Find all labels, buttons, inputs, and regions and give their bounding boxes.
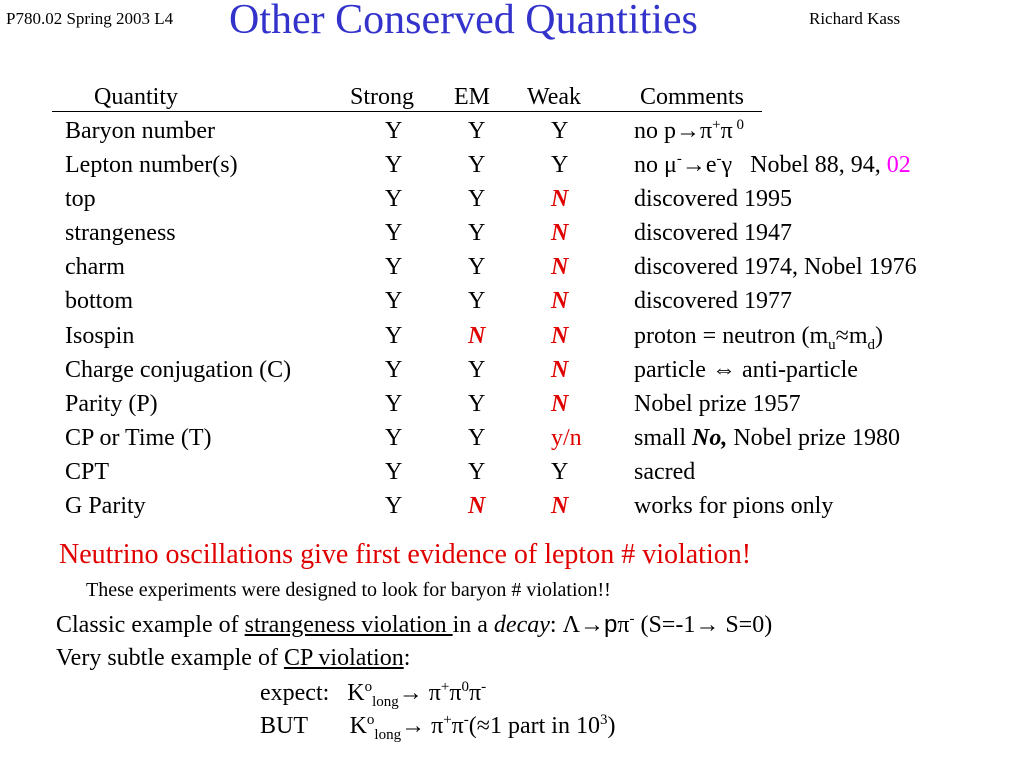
cell-weak: N <box>551 357 569 383</box>
cell-strong: Y <box>385 186 403 212</box>
cell-comment: Nobel prize 1957 <box>634 391 801 417</box>
cell-em: Y <box>468 288 486 314</box>
cell-quantity: top <box>65 186 96 212</box>
col-header-strong: Strong <box>350 84 415 110</box>
cell-em: Y <box>468 357 486 383</box>
cell-em: Y <box>468 186 486 212</box>
experiments-note: These experiments were designed to look for baryon # violation!! <box>86 579 611 601</box>
cell-em: Y <box>468 220 486 246</box>
cell-em: Y <box>468 459 486 485</box>
col-header-weak: Weak <box>527 84 582 110</box>
cell-comment: works for pions only <box>634 493 834 519</box>
cell-comment: discovered 1977 <box>634 288 792 314</box>
cell-em: Y <box>468 254 486 280</box>
cell-strong: Y <box>385 425 403 451</box>
cell-em: Y <box>468 425 486 451</box>
col-header-quantity: Quantity <box>94 84 178 110</box>
cell-strong: Y <box>385 323 403 349</box>
col-header-comments: Comments <box>640 84 745 110</box>
cell-weak: N <box>551 220 569 246</box>
cell-strong: Y <box>385 220 403 246</box>
cell-em: Y <box>468 152 486 178</box>
highlight-year: 02 <box>886 152 911 178</box>
strangeness-example: Classic example of strangeness violation in a decay: Λ→pπ- (S=-1→ S=0) <box>56 611 773 638</box>
cell-weak: N <box>551 323 569 349</box>
cell-comment: small No, Nobel prize 1980 <box>634 425 900 451</box>
cell-em: Y <box>468 391 486 417</box>
cell-weak: Y <box>551 459 569 485</box>
cell-quantity: Lepton number(s) <box>65 152 238 178</box>
cell-comment: sacred <box>634 459 696 485</box>
but-formula: BUT $K^o_{long}\to \pi^+\pi^-(\approx 1$ part in $10^3$) <box>260 712 616 743</box>
cell-quantity: charm <box>65 254 125 280</box>
cell-strong: Y <box>385 288 403 314</box>
slide-title: Other Conserved Quantities <box>229 0 698 43</box>
cell-quantity: strangeness <box>65 220 176 246</box>
cell-comment: no μ-→e-γ Nobel 88, 94, 02 <box>634 151 911 178</box>
cell-weak: N <box>551 493 569 519</box>
header-author: Richard Kass <box>809 9 901 28</box>
cell-quantity: Parity (P) <box>65 391 158 417</box>
cell-strong: Y <box>385 118 403 144</box>
header-course: P780.02 Spring 2003 L4 <box>6 9 174 28</box>
cell-strong: Y <box>385 254 403 280</box>
cell-weak: N <box>551 391 569 417</box>
col-header-em: EM <box>454 84 490 110</box>
cell-quantity: Isospin <box>65 323 135 349</box>
cell-comment: discovered 1974, Nobel 1976 <box>634 254 917 280</box>
neutrino-statement: Neutrino oscillations give first evidence of lepton # violation! <box>59 539 752 570</box>
cell-strong: Y <box>385 391 403 417</box>
cell-strong: Y <box>385 152 403 178</box>
cell-quantity: Baryon number <box>65 118 215 144</box>
cell-quantity: CPT <box>65 459 110 485</box>
cell-weak: N <box>551 288 569 314</box>
cell-em: Y <box>468 118 486 144</box>
cell-weak: Y <box>551 118 569 144</box>
cell-weak: N <box>551 254 569 280</box>
strangeness-violation-link: strangeness violation <box>244 612 453 638</box>
cell-quantity: G Parity <box>65 493 146 519</box>
header-rule <box>52 111 762 112</box>
cell-weak: Y <box>551 152 569 178</box>
cell-comment: proton = neutron $(m_u\approx m_d)$ <box>634 323 884 353</box>
cell-comment: particle ⇔ anti-particle <box>634 357 858 383</box>
cell-strong: Y <box>385 459 403 485</box>
cell-quantity: Charge conjugation (C) <box>65 357 292 383</box>
cp-violation-link: CP violation <box>283 645 404 671</box>
cell-comment: no p→π+π $^0$ <box>634 117 744 144</box>
cell-strong: Y <box>385 357 403 383</box>
expect-formula: expect: $K^o_{long}\to \pi^+\pi^0\pi^-$ <box>260 679 487 710</box>
cp-example: Very subtle example of CP violation: <box>56 645 411 671</box>
cell-weak: N <box>551 186 569 212</box>
cell-comment: discovered 1995 <box>634 186 792 212</box>
cell-quantity: bottom <box>65 288 134 314</box>
cell-comment: discovered 1947 <box>634 220 792 246</box>
cell-strong: Y <box>385 493 403 519</box>
cell-em: N <box>468 493 486 519</box>
cell-weak: y/n <box>551 425 582 451</box>
cell-em: N <box>468 323 486 349</box>
cell-quantity: CP or Time (T) <box>65 425 212 451</box>
